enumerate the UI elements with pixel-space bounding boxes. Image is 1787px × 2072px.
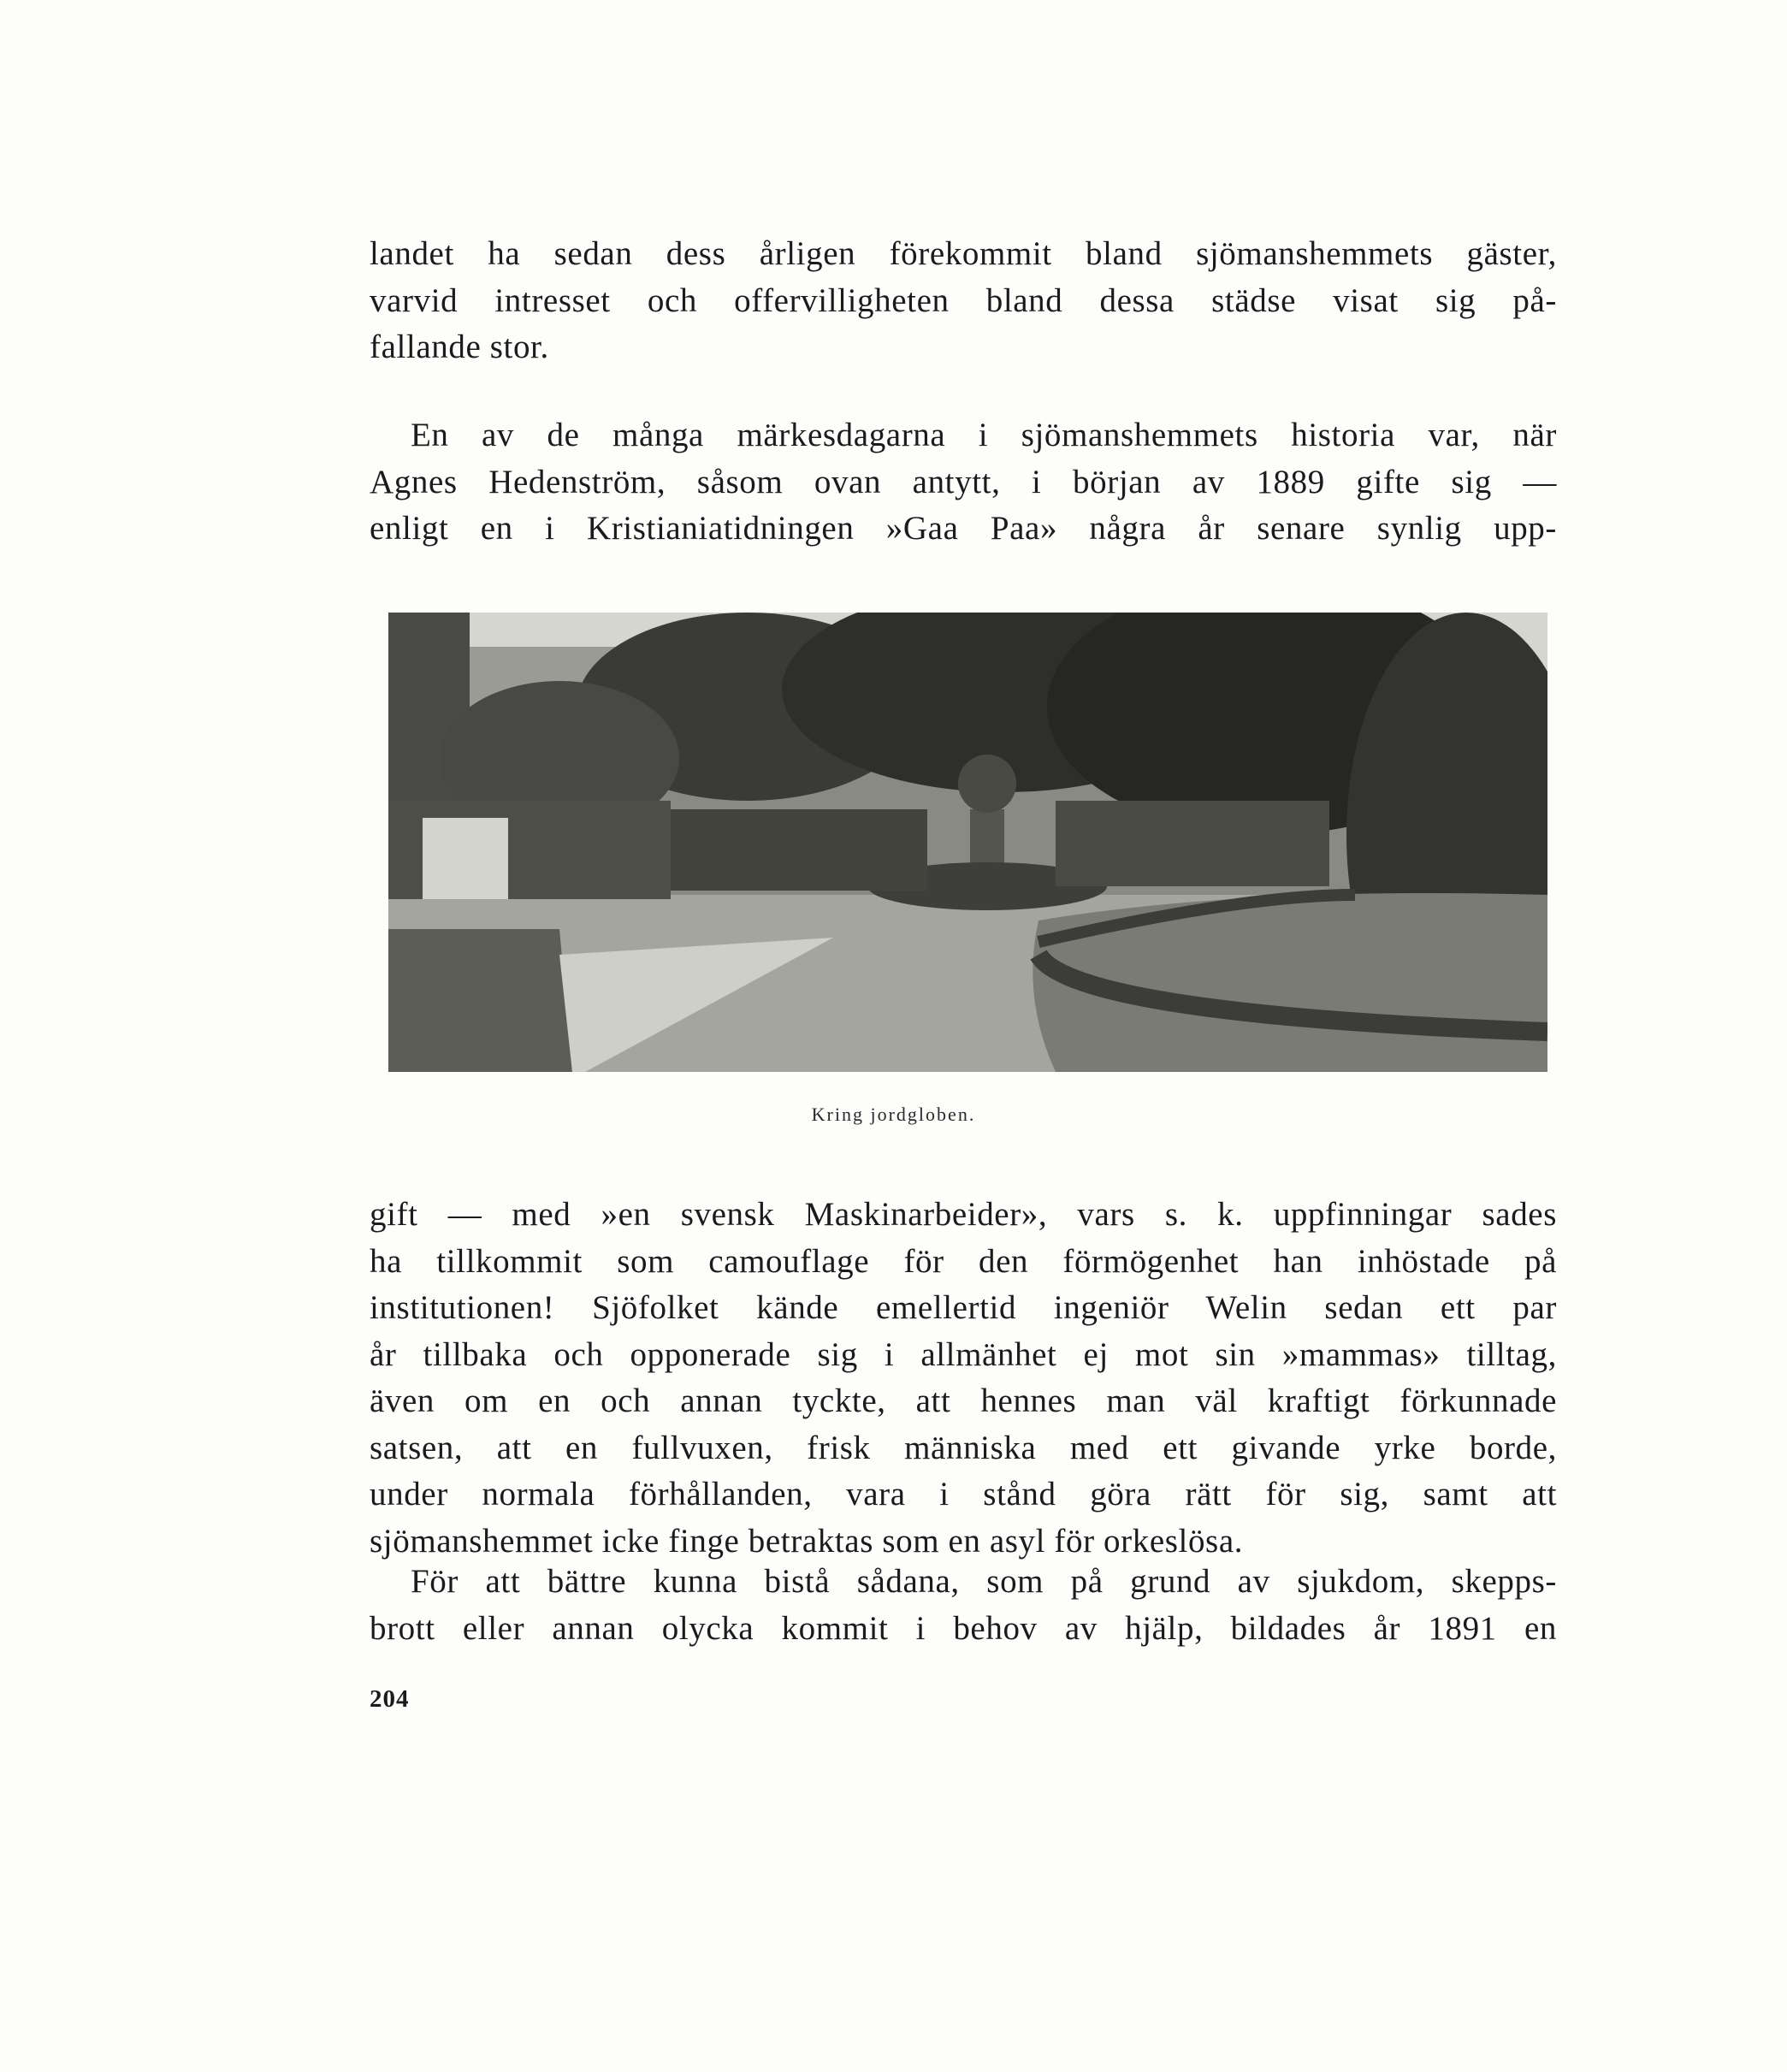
text-line: ha tillkommit som camouflage för den förmögenhet han inhöstade på — [370, 1242, 1557, 1280]
page-number: 204 — [370, 1685, 410, 1713]
text-line: även om en och annan tyckte, att hennes man väl kraftigt förkunnade — [370, 1382, 1557, 1419]
text-line: enligt en i Kristianiatidningen »Gaa Paa» några år senare synlig upp- — [370, 510, 1557, 547]
text-line: brott eller annan olycka kommit i behov av hjälp, bildades år 1891 en — [370, 1609, 1557, 1647]
text-line: satsen, att en fullvuxen, frisk människa med ett givande yrke borde, — [370, 1429, 1557, 1466]
text-line: landet ha sedan dess årligen förekommit bland sjömanshemmets gäster, — [370, 235, 1557, 272]
text-line: Agnes Hedenström, såsom ovan antytt, i början av 1889 gifte sig — — [370, 463, 1557, 500]
paragraph-1 — [370, 231, 1557, 371]
text-line: år tillbaka och opponerade sig i allmänhet ej mot sin »mammas» tilltag, — [370, 1335, 1557, 1373]
photo-caption: Kring jordgloben. — [811, 1104, 976, 1125]
text-line: varvid intresset och offervilligheten bland dessa städse visat sig på- — [370, 281, 1557, 319]
text-line: institutionen! Sjöfolket kände emellertid ingeniör Welin sedan ett par — [370, 1289, 1557, 1326]
paragraph-3 — [370, 1192, 1557, 1565]
paragraph-4 — [370, 1559, 1557, 1652]
text-line: En av de många märkesdagarna i sjömanshemmets historia var, när — [411, 417, 1557, 453]
paragraph-2 — [370, 412, 1557, 553]
text-line: gift — med »en svensk Maskinarbeider», vars s. k. uppfinningar sades — [370, 1196, 1557, 1233]
text-line: sjömanshemmet icke finge betraktas som en asyl för orkeslösa. — [370, 1522, 1244, 1560]
text-line: fallande stor. — [370, 329, 549, 365]
photo-illustration — [388, 613, 1547, 1072]
text-line: För att bättre kunna bistå sådana, som på grund av sjukdom, skepps- — [411, 1563, 1557, 1600]
text-line: under normala förhållanden, vara i stånd göra rätt för sig, samt att — [370, 1476, 1557, 1513]
garden-photograph — [388, 613, 1547, 1072]
